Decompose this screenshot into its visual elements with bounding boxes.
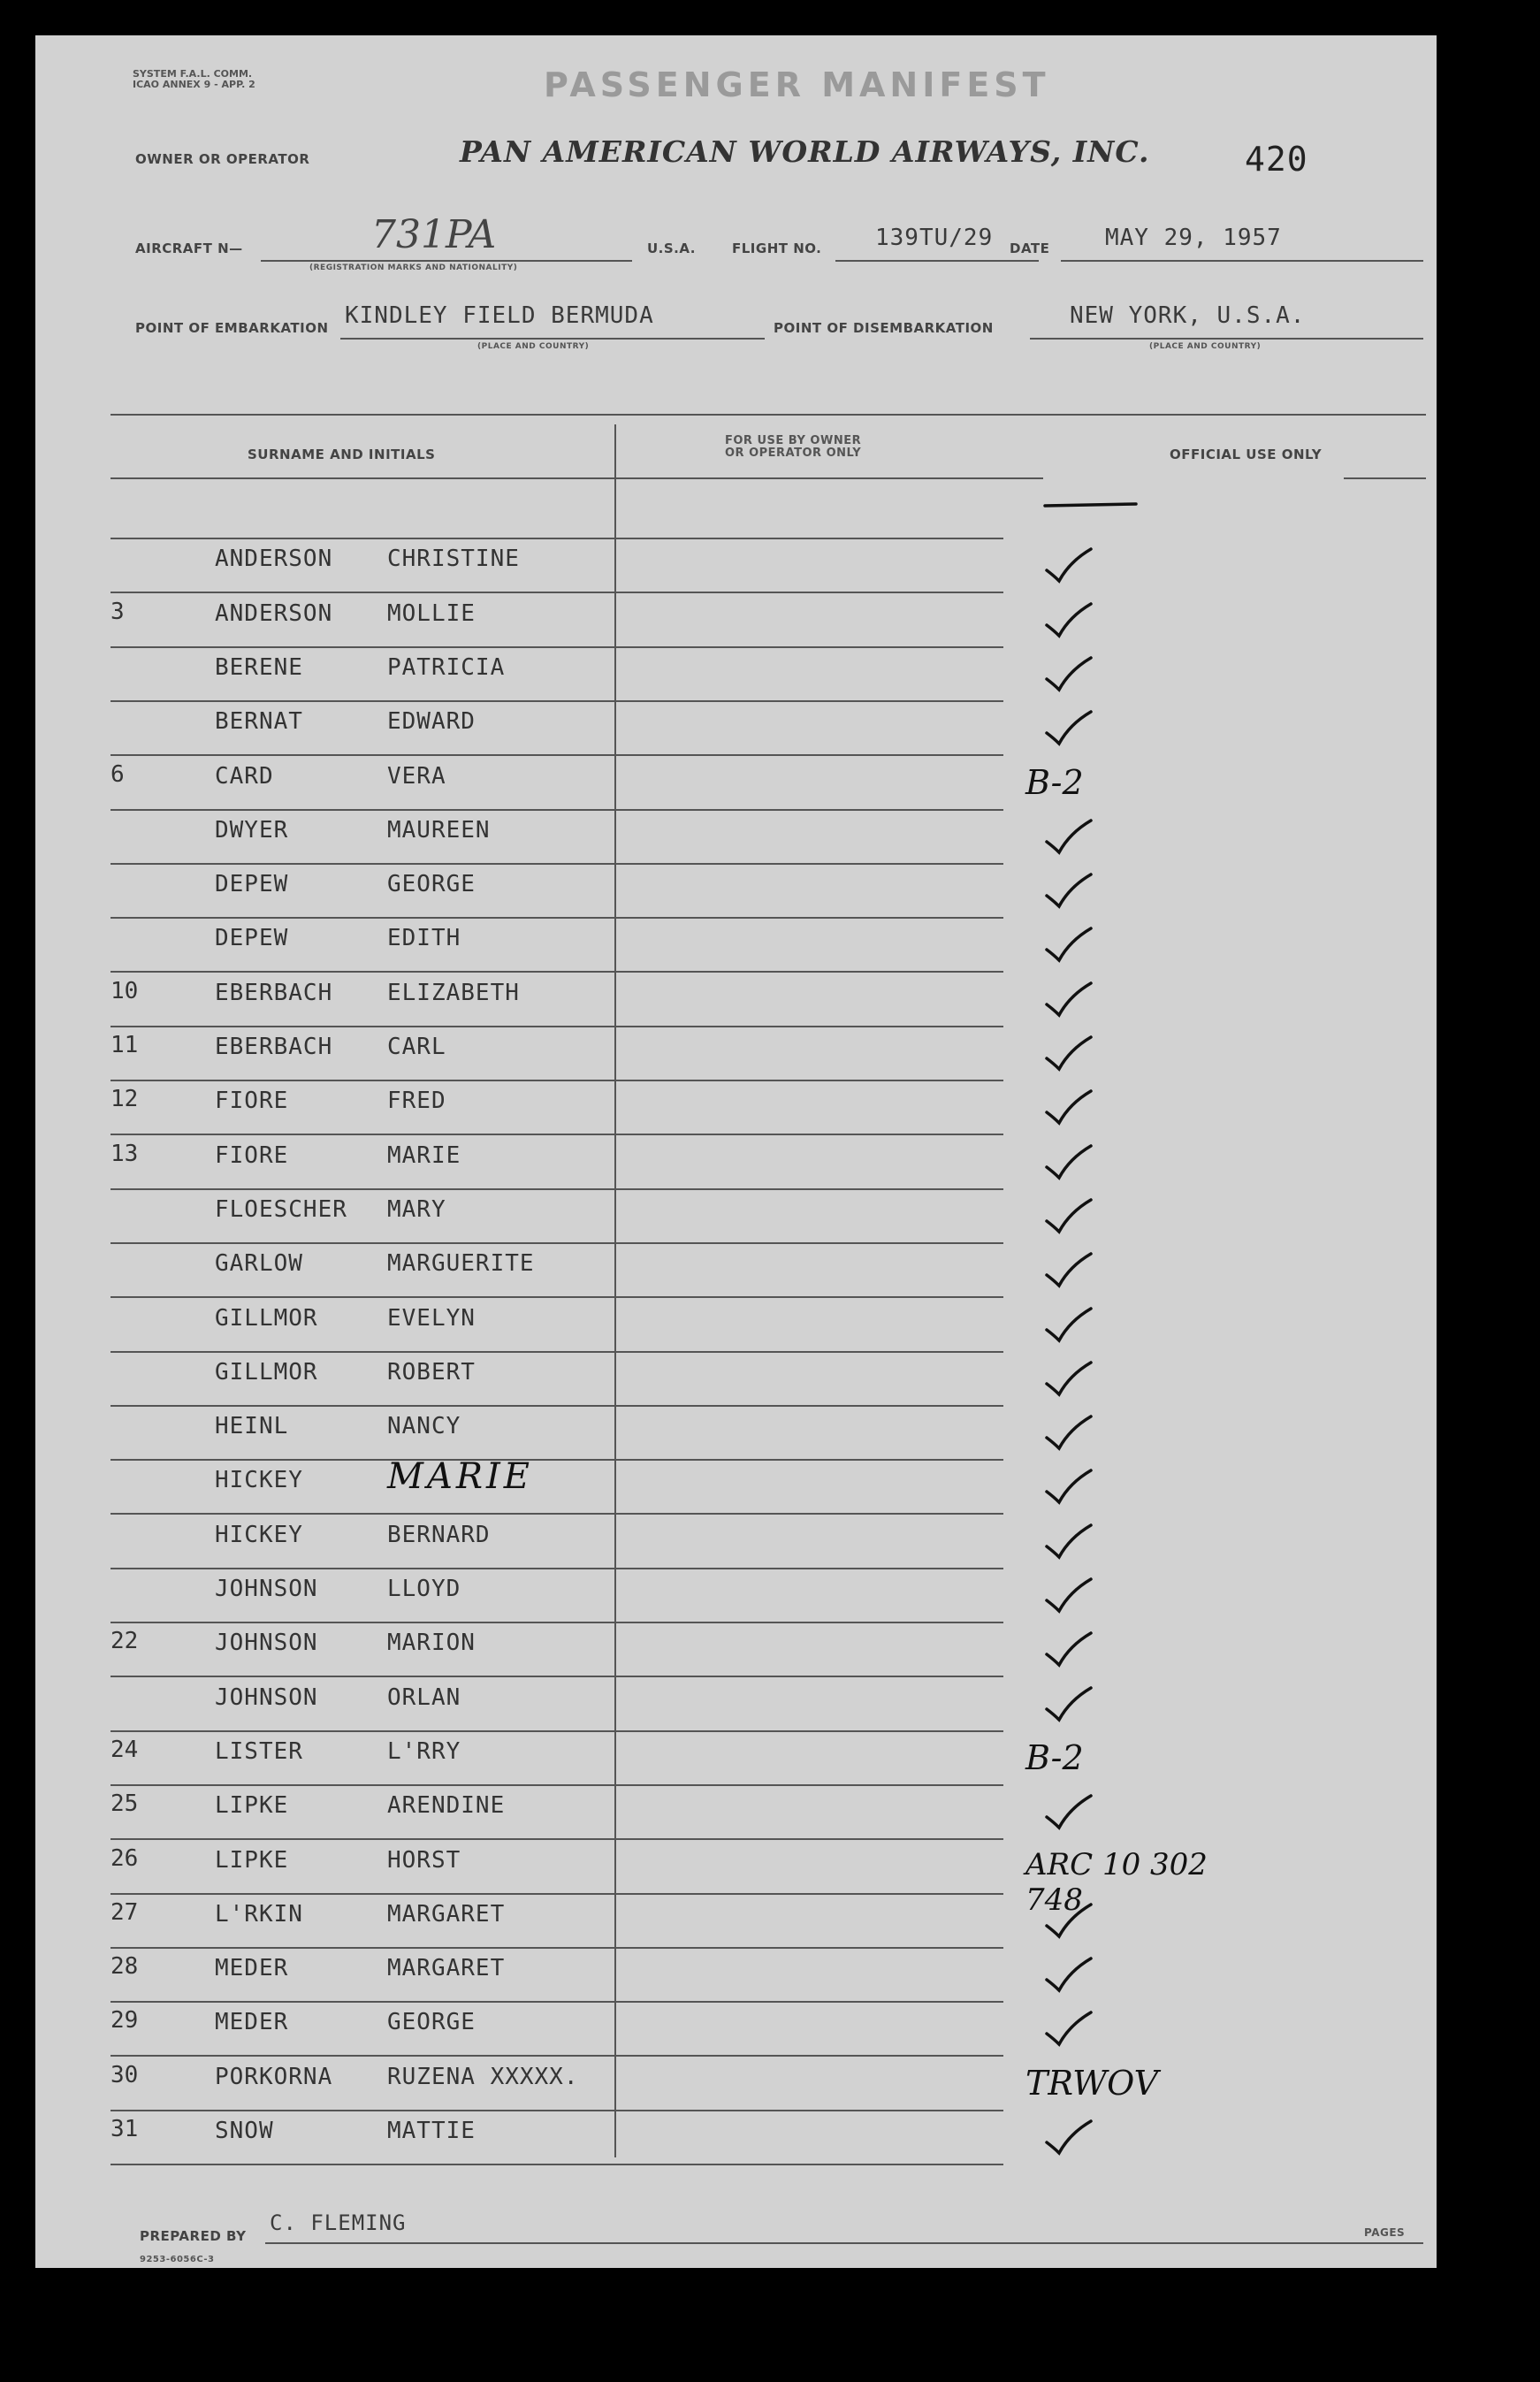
col-owner-header: FOR USE BY OWNER OR OPERATOR ONLY xyxy=(725,434,862,460)
passenger-given-name: CARL xyxy=(387,1034,446,1060)
aircraft-sub: (REGISTRATION MARKS AND NATIONALITY) xyxy=(309,263,518,272)
row-number: 22 xyxy=(111,1628,139,1654)
official-mark xyxy=(1025,918,1255,973)
passenger-row xyxy=(111,1840,1003,1895)
prepared-label: PREPARED BY xyxy=(140,2228,247,2244)
passenger-given-name: RUZENA XXXXX. xyxy=(387,2064,579,2090)
row-number: 28 xyxy=(111,1953,139,1980)
official-mark xyxy=(1025,2111,1255,2165)
passenger-surname: BERENE xyxy=(215,654,303,681)
passenger-given-name: ELIZABETH xyxy=(387,980,520,1006)
disembark-label: POINT OF DISEMBARKATION xyxy=(774,320,994,336)
row-number: 25 xyxy=(111,1790,139,1817)
airline-name: PAN AMERICAN WORLD AIRWAYS, INC. xyxy=(460,134,1150,169)
check-mark-icon xyxy=(1043,815,1096,858)
row-number: 26 xyxy=(111,1845,139,1872)
passenger-given-name: MAUREEN xyxy=(387,817,491,844)
row-number: 29 xyxy=(111,2007,139,2034)
check-mark-icon xyxy=(1043,1683,1096,1725)
official-mark xyxy=(1025,1569,1255,1623)
official-mark xyxy=(1025,701,1255,756)
passenger-given-name: GEORGE xyxy=(387,871,476,897)
passenger-row xyxy=(111,1894,1003,1949)
passenger-given-name: MARIE xyxy=(387,1142,461,1169)
passenger-given-name: NANCY xyxy=(387,1413,461,1439)
passenger-surname: JOHNSON xyxy=(215,1630,318,1656)
check-mark-icon xyxy=(1043,706,1096,749)
owner-label: OWNER OR OPERATOR xyxy=(135,151,310,167)
passenger-row xyxy=(111,1080,1003,1135)
official-mark xyxy=(1025,756,1255,811)
passenger-surname: LIPKE xyxy=(215,1792,289,1819)
document-title: PASSENGER MANIFEST xyxy=(544,65,1050,104)
passenger-given-name: MARGARET xyxy=(387,1955,506,1981)
passenger-row xyxy=(111,973,1003,1027)
check-mark-icon xyxy=(1043,1141,1096,1183)
passenger-surname: MEDER xyxy=(215,1955,289,1981)
official-mark xyxy=(1025,1731,1255,1786)
passenger-row xyxy=(111,485,1003,539)
official-mark xyxy=(1025,2002,1255,2057)
check-mark-icon xyxy=(1043,1574,1096,1616)
passenger-row xyxy=(111,1456,1003,1515)
passenger-row xyxy=(111,1352,1003,1407)
passenger-given-name: VERA xyxy=(387,763,446,790)
check-mark-icon xyxy=(1043,1628,1096,1670)
passenger-given-name: CHRISTINE xyxy=(387,546,520,572)
check-mark-icon xyxy=(1043,653,1096,695)
check-mark-icon xyxy=(1043,544,1096,586)
flight-value: 139TU/29 xyxy=(875,225,994,251)
check-mark-icon xyxy=(1043,978,1096,1020)
passenger-surname: HICKEY xyxy=(215,1522,303,1548)
handwritten-note: B-2 xyxy=(1025,763,1084,802)
check-mark-icon xyxy=(1043,2007,1096,2050)
passenger-surname: HICKEY xyxy=(215,1467,303,1493)
row-number: 30 xyxy=(111,2062,139,2088)
disembark-sub: (PLACE AND COUNTRY) xyxy=(1149,342,1262,351)
check-mark-icon xyxy=(1043,2116,1096,2158)
official-mark xyxy=(1025,1785,1255,1840)
passenger-surname: PORKORNA xyxy=(215,2064,333,2090)
official-mark xyxy=(1025,864,1255,919)
official-mark xyxy=(1025,1622,1255,1677)
passenger-surname: EBERBACH xyxy=(215,1034,333,1060)
form-code-bottom: 9253-6056C-3 xyxy=(140,2255,215,2264)
check-mark-icon xyxy=(1043,1411,1096,1454)
embark-value: KINDLEY FIELD BERMUDA xyxy=(345,302,654,329)
passenger-surname: GARLOW xyxy=(215,1250,303,1277)
row-number: 31 xyxy=(111,2116,139,2142)
passenger-given-name: BERNARD xyxy=(387,1522,491,1548)
passenger-given-name: FRED xyxy=(387,1088,446,1114)
passenger-given-name: MARY xyxy=(387,1196,446,1223)
row-number: 11 xyxy=(111,1032,139,1058)
passenger-surname: FIORE xyxy=(215,1142,289,1169)
passenger-surname: MEDER xyxy=(215,2009,289,2035)
check-mark-icon xyxy=(1043,869,1096,912)
aircraft-label: AIRCRAFT N— xyxy=(135,240,243,256)
passenger-row xyxy=(111,2111,1003,2165)
check-mark-icon xyxy=(1043,1303,1096,1346)
passenger-given-name: MARGARET xyxy=(387,1901,506,1928)
row-number: 24 xyxy=(111,1737,139,1763)
passenger-surname: L'RKIN xyxy=(215,1901,303,1928)
passenger-row xyxy=(111,1622,1003,1677)
official-mark xyxy=(1025,593,1255,648)
passenger-surname: EBERBACH xyxy=(215,980,333,1006)
official-mark xyxy=(1025,1515,1255,1569)
passenger-given-name: LLOYD xyxy=(387,1576,461,1602)
check-mark-icon xyxy=(1043,1248,1096,1291)
official-mark xyxy=(1025,538,1255,593)
passenger-given-name: EVELYN xyxy=(387,1305,476,1332)
row-number: 3 xyxy=(111,599,125,625)
embark-sub: (PLACE AND COUNTRY) xyxy=(477,342,590,351)
passenger-given-name: ORLAN xyxy=(387,1684,461,1711)
passenger-row xyxy=(111,593,1003,648)
passenger-row xyxy=(111,1948,1003,2003)
passenger-given-name: MARIE xyxy=(387,1456,533,1497)
passenger-given-name: GEORGE xyxy=(387,2009,476,2035)
passenger-row xyxy=(111,756,1003,811)
aircraft-value: 731PA xyxy=(371,212,497,257)
official-mark xyxy=(1025,810,1255,865)
passenger-surname: FLOESCHER xyxy=(215,1196,347,1223)
official-mark xyxy=(1025,647,1255,702)
passenger-row xyxy=(111,538,1003,593)
passenger-given-name: ROBERT xyxy=(387,1359,476,1386)
official-mark xyxy=(1025,1243,1255,1298)
passenger-row xyxy=(111,1298,1003,1353)
passenger-surname: DWYER xyxy=(215,817,289,844)
passenger-given-name: L'RRY xyxy=(387,1738,461,1765)
row-number: 6 xyxy=(111,761,125,788)
manifest-page xyxy=(35,35,1437,2268)
passenger-surname: LISTER xyxy=(215,1738,303,1765)
flight-label: FLIGHT NO. xyxy=(732,240,822,256)
passenger-row xyxy=(111,1243,1003,1298)
official-mark xyxy=(1025,1352,1255,1407)
check-mark-icon xyxy=(1043,1520,1096,1562)
row-number: 27 xyxy=(111,1899,139,1926)
passenger-surname: DEPEW xyxy=(215,871,289,897)
passenger-row xyxy=(111,1027,1003,1081)
passenger-surname: SNOW xyxy=(215,2118,274,2144)
check-mark-icon xyxy=(1043,923,1096,966)
passenger-surname: JOHNSON xyxy=(215,1576,318,1602)
passenger-surname: CARD xyxy=(215,763,274,790)
row-number: 13 xyxy=(111,1141,139,1167)
official-mark xyxy=(1025,1027,1255,1081)
passenger-given-name: MARION xyxy=(387,1630,476,1656)
passenger-row xyxy=(111,2057,1003,2111)
official-mark xyxy=(1025,1298,1255,1353)
passenger-given-name: EDITH xyxy=(387,925,461,951)
passenger-surname: BERNAT xyxy=(215,708,303,735)
official-mark xyxy=(1025,1460,1255,1515)
col-surname-header: SURNAME AND INITIALS xyxy=(248,447,436,462)
passenger-surname: ANDERSON xyxy=(215,600,333,627)
check-mark-icon xyxy=(1043,1032,1096,1074)
passenger-given-name: ARENDINE xyxy=(387,1792,506,1819)
check-mark-icon xyxy=(1043,1790,1096,1833)
official-mark xyxy=(1025,1840,1255,1918)
passenger-row xyxy=(111,1785,1003,1840)
usa-label: U.S.A. xyxy=(647,240,696,256)
official-mark xyxy=(1025,2057,1255,2111)
passenger-row xyxy=(111,647,1003,702)
passenger-row xyxy=(111,1677,1003,1732)
passenger-row xyxy=(111,918,1003,973)
official-mark xyxy=(1025,1948,1255,2003)
date-label: DATE xyxy=(1010,240,1050,256)
form-code-top: SYSTEM F.A.L. COMM. ICAO ANNEX 9 - APP. 2 xyxy=(133,68,255,90)
handwritten-note: B-2 xyxy=(1025,1738,1084,1777)
passenger-surname: JOHNSON xyxy=(215,1684,318,1711)
passenger-row xyxy=(111,2002,1003,2057)
check-mark-icon xyxy=(1043,1465,1096,1508)
pages-label: PAGES xyxy=(1364,2226,1406,2239)
passenger-row xyxy=(111,1406,1003,1461)
disembark-value: NEW YORK, U.S.A. xyxy=(1070,302,1306,329)
official-mark xyxy=(1025,1080,1255,1135)
official-mark xyxy=(1025,1894,1255,1949)
passenger-row xyxy=(111,1731,1003,1786)
passenger-surname: GILLMOR xyxy=(215,1359,318,1386)
passenger-row xyxy=(111,864,1003,919)
page-number: 420 xyxy=(1245,140,1308,179)
check-mark-icon xyxy=(1043,1953,1096,1996)
official-mark xyxy=(1025,1189,1255,1244)
official-mark xyxy=(1025,1135,1255,1190)
passenger-row xyxy=(111,1189,1003,1244)
check-mark-icon xyxy=(1043,1357,1096,1400)
row-number: 10 xyxy=(111,978,139,1004)
official-mark xyxy=(1025,485,1255,539)
handwritten-note: TRWOV xyxy=(1025,2064,1159,2103)
passenger-row xyxy=(111,810,1003,865)
passenger-row xyxy=(111,1135,1003,1190)
check-mark-icon xyxy=(1043,599,1096,641)
check-mark-icon xyxy=(1043,1195,1096,1237)
check-mark-icon xyxy=(1043,1899,1096,1942)
passenger-given-name: PATRICIA xyxy=(387,654,506,681)
passenger-given-name: MARGUERITE xyxy=(387,1250,535,1277)
date-value: MAY 29, 1957 xyxy=(1105,225,1282,251)
passenger-surname: DEPEW xyxy=(215,925,289,951)
passenger-given-name: MOLLIE xyxy=(387,600,476,627)
passenger-given-name: EDWARD xyxy=(387,708,476,735)
passenger-row xyxy=(111,701,1003,756)
passenger-surname: LIPKE xyxy=(215,1847,289,1874)
check-mark-icon xyxy=(1043,1086,1096,1128)
dash-mark-icon xyxy=(1043,490,1140,516)
passenger-given-name: MATTIE xyxy=(387,2118,476,2144)
passenger-row xyxy=(111,1569,1003,1623)
col-official-header: OFFICIAL USE ONLY xyxy=(1170,447,1323,462)
passenger-row xyxy=(111,1515,1003,1569)
official-mark xyxy=(1025,1677,1255,1732)
handwritten-note: ARC 10 302 748 xyxy=(1025,1847,1208,1918)
embark-label: POINT OF EMBARKATION xyxy=(135,320,329,336)
passenger-surname: HEINL xyxy=(215,1413,289,1439)
passenger-surname: ANDERSON xyxy=(215,546,333,572)
passenger-surname: GILLMOR xyxy=(215,1305,318,1332)
official-mark xyxy=(1025,973,1255,1027)
official-mark xyxy=(1025,1406,1255,1461)
row-number: 12 xyxy=(111,1086,139,1112)
passenger-given-name: HORST xyxy=(387,1847,461,1874)
passenger-surname: FIORE xyxy=(215,1088,289,1114)
prepared-by: C. FLEMING xyxy=(270,2210,407,2235)
